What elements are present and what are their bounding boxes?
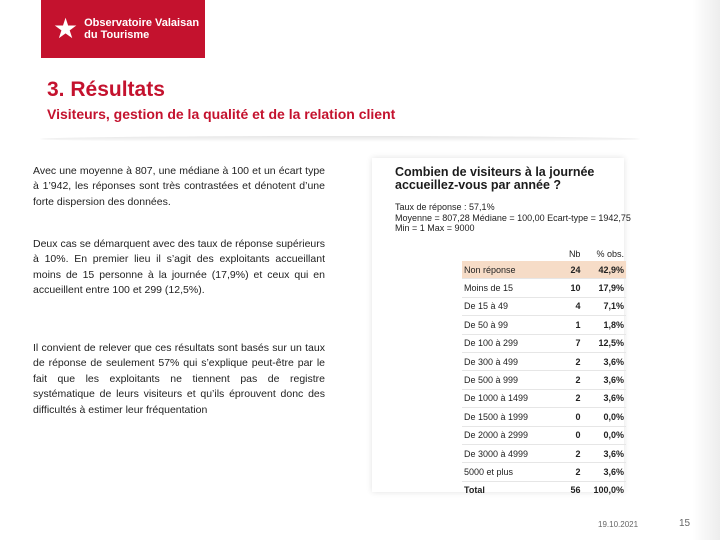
row-count: 2 (559, 371, 583, 389)
row-count: 56 (570, 485, 581, 496)
stats-line-2: Min = 1 Max = 9000 (395, 223, 475, 233)
table-row (462, 261, 626, 279)
row-count: 4 (559, 297, 583, 315)
table-header-row (462, 247, 626, 261)
title-divider (40, 136, 640, 142)
row-count: 10 (559, 279, 583, 297)
table-total-row (462, 481, 626, 499)
survey-result-panel (372, 158, 631, 496)
row-percent: 0,0% (582, 426, 626, 444)
row-count: 7 (559, 334, 583, 352)
row-percent: 100,0% (593, 485, 624, 496)
header-label (462, 247, 559, 261)
row-count: 1 (559, 316, 583, 334)
right-edge-shade (692, 0, 720, 540)
brand-name-line2: du Tourisme (84, 29, 150, 41)
row-label: Non réponse (462, 261, 559, 279)
row-label: De 300 à 499 (462, 352, 559, 370)
brand-name (84, 17, 199, 41)
row-percent: 42,9% (582, 261, 626, 279)
page-subtitle: Visiteurs, gestion de la qualité et de la relation client (47, 106, 396, 122)
row-count: 24 (559, 261, 583, 279)
page-title: 3. Résultats (47, 78, 165, 101)
survey-stats (395, 202, 631, 234)
header-nb: Nb (568, 249, 581, 259)
header-pct: % obs. (596, 249, 624, 259)
row-percent: 0,0% (582, 408, 626, 426)
table-row (462, 316, 626, 334)
row-percent: 12,5% (582, 334, 626, 352)
row-label: De 3000 à 4999 (462, 444, 559, 462)
paragraph-3: Il convient de relever que ces résultats sont basés sur un taux de réponse de seulement 57% qui s’explique peut-être par le fait que les exploitants ne tiennent pas de registre systématique de leurs visiteurs et qu’ils éprouvent donc des difficultés à estimer leur fréquentation (33, 342, 325, 416)
brand-name-line1: Observatoire Valaisan (84, 17, 200, 29)
paragraph-2: Deux cas se démarquent avec des taux de réponse supérieurs à 10%. En premier lieu il s’agit des exploitants accueillant moins de 15 personne à la journée (17,9%) et ceux qui en accueillent entre 100 et 299 (12,5%). (33, 238, 325, 297)
table-row (462, 389, 626, 407)
row-count: 2 (559, 389, 583, 407)
row-percent: 3,6% (582, 371, 626, 389)
table-row (462, 297, 626, 315)
row-percent: 3,6% (582, 389, 626, 407)
table-row (462, 334, 626, 352)
row-count: 0 (559, 426, 583, 444)
frequency-table (462, 247, 626, 499)
row-percent: 7,1% (582, 297, 626, 315)
row-label: De 15 à 49 (462, 297, 559, 315)
row-label: De 100 à 299 (462, 334, 559, 352)
row-percent: 3,6% (582, 444, 626, 462)
row-label: Total (464, 485, 485, 496)
brand-logo (41, 0, 205, 58)
row-percent: 17,9% (582, 279, 626, 297)
row-count: 2 (559, 444, 583, 462)
page-number: 15 (679, 518, 691, 529)
row-count: 2 (559, 463, 583, 481)
row-count: 0 (559, 408, 583, 426)
table-row (462, 371, 626, 389)
row-count: 2 (559, 352, 583, 370)
row-label: De 500 à 999 (462, 371, 559, 389)
table-row (462, 279, 626, 297)
row-label: De 2000 à 2999 (462, 426, 559, 444)
table-row (462, 426, 626, 444)
footer-date: 19.10.2021 (598, 520, 639, 529)
table-row (462, 408, 626, 426)
row-label: De 1000 à 1499 (462, 389, 559, 407)
response-rate: Taux de réponse : 57,1% (395, 202, 495, 212)
frequency-table-body (462, 261, 626, 499)
survey-question: Combien de visiteurs à la journée accueillez-vous par année ? (395, 165, 595, 192)
row-label: 5000 et plus (462, 463, 559, 481)
star-icon: ★ (53, 13, 79, 44)
row-label: De 50 à 99 (462, 316, 559, 334)
table-row (462, 444, 626, 462)
row-percent: 3,6% (582, 463, 626, 481)
row-label: Moins de 15 (462, 279, 559, 297)
row-percent: 3,6% (582, 352, 626, 370)
row-label: De 1500 à 1999 (462, 408, 559, 426)
row-percent: 1,8% (582, 316, 626, 334)
stats-line-1: Moyenne = 807,28 Médiane = 100,00 Ecart-type = 1942,75 (395, 212, 631, 223)
paragraph-1: Avec une moyenne à 807, une médiane à 100 et un écart type à 1’942, les réponses sont très contrastées et dénotent d’une forte dispersion des données. (33, 165, 325, 208)
table-row (462, 352, 626, 370)
table-row (462, 463, 626, 481)
